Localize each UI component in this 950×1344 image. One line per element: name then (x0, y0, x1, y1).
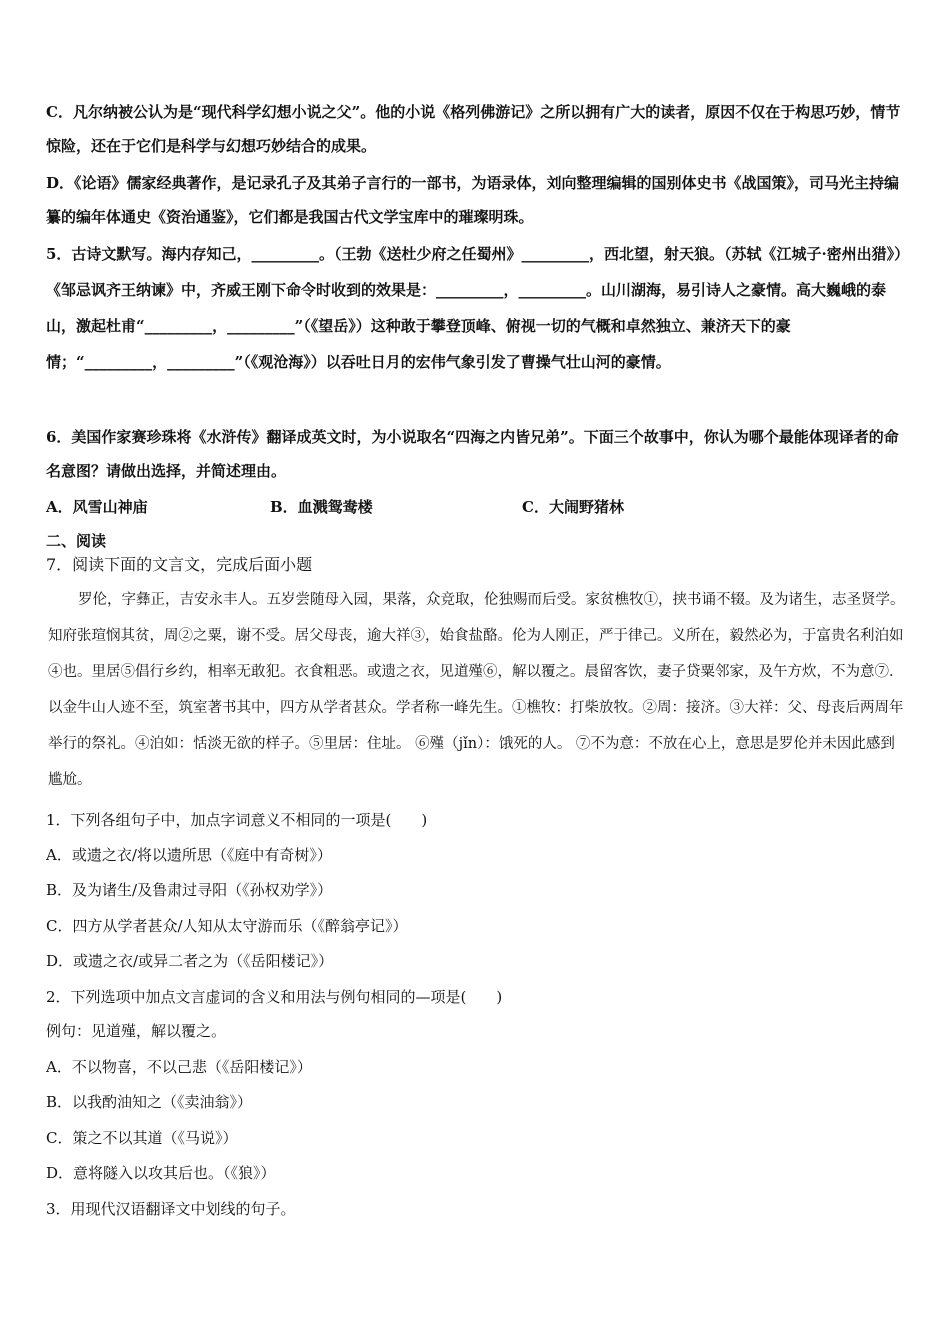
question-7-title: 7．阅读下面的文言文，完成后面小题 (46, 555, 313, 574)
question-6: 6．美国作家赛珍珠将《水浒传》翻译成英文时，为小说取名“四海之内皆兄弟”。下面三个故事中，你认为哪个最能体现译者的命名意图？请做出选择，并简述理由。 (46, 428, 899, 480)
question-5: 5．古诗文默写。海内存知己，_________。（王勃《送杜少府之任蜀州》_________，西北望，射天狼。（苏轼《江城子·密州出猎》）《邹忌讽齐王纳谏》中，齐威王刚下命令时收到的效果是：_________，_________。山川湖海，易引诗人之豪情。高大巍峨的泰山，激起杜甫“_________，_________”（《望岳》）这种敢于攀登顶峰、俯视一切的气概和卓然独立、兼济天下的豪情；“_________，_________”（《观沧海》）以吞吐日月的宏伟气象引发了曹操气壮山河的豪情。 (46, 245, 902, 371)
sub1-option-d: D．或遗之衣/或异二者之为（《岳阳楼记》） (46, 952, 334, 970)
q6-option-c: C．大闹野猪林 (522, 498, 624, 516)
sub2-option-c: C．策之不以其道（《马说》） (46, 1129, 238, 1147)
q6-option-a: A．风雪山神庙 (46, 498, 148, 516)
classical-passage: 罗伦，字彝正，吉安永丰人。五岁尝随母入园，果落，众竞取，伦独赐而后受。家贫樵牧①，挟书诵不辍。及为诸生，志圣贤学。知府张瑄悯其贫，周②之粟，谢不受。居父母丧，逾大祥③，始食盐酪。伦为人刚正，严于律己。义所在，毅然必为，于富贵名利泊如④也。里居⑤倡行乡约，相率无敢犯。衣食粗恶。或遗之衣，见道殣⑥，解以覆之。晨留客饮，妻子贷粟邻家，及午方炊，不为意⑦．以金牛山人迹不至，筑室著书其中，四方从学者甚众。学者称一峰先生。①樵牧：打柴放牧。②周：接济。③大祥：父、母丧后两周年举行的祭礼。④泊如：恬淡无欲的样子。⑤里居：住址。 ⑥殣（jǐn）：饿死的人。 ⑦不为意：不放在心上，意思是罗伦并未因此感到尴尬。 (48, 592, 905, 788)
sub1-option-b: B．及为诸生/及鲁肃过寻阳（《孙权劝学》） (46, 881, 333, 899)
option-c-paragraph: C．凡尔纳被公认为是“现代科学幻想小说之父”。他的小说《格列佛游记》之所以拥有广大的读者，原因不仅在于构思巧妙，情节惊险，还在于它们是科学与幻想巧妙结合的成果。 (46, 103, 901, 155)
sub1-option-c: C．四方从学者甚众/人知从太守游而乐（《醉翁亭记》） (46, 917, 408, 935)
section-heading-reading: 二、阅读 (46, 532, 107, 550)
sub2-option-b: B．以我酌油知之（《卖油翁》） (46, 1093, 253, 1111)
sub2-option-d: D．意将隧入以攻其后也。（《狼》） (46, 1164, 276, 1182)
option-d-paragraph: D．《论语》儒家经典著作，是记录孔子及其弟子言行的一部书，为语录体，刘向整理编辑的国别体史书《战国策》，司马光主持编纂的编年体通史《资治通鉴》，它们都是我国古代文学宝库中的璀璨明珠。 (46, 174, 900, 226)
sub-question-1-stem: 1．下列各组句子中，加点字词意义不相同的一项是( ) (46, 811, 428, 829)
sub-question-2-stem: 2．下列选项中加点文言虚词的含义和用法与例句相同的—项是( ) (46, 988, 503, 1006)
q6-option-b: B．血溅鸳鸯楼 (270, 498, 373, 516)
question-6-options (46, 490, 908, 524)
sub1-option-a: A．或遗之衣/将以遗所思（《庭中有奇树》） (46, 846, 332, 864)
sub2-option-a: A．不以物喜，不以己悲（《岳阳楼记》） (46, 1058, 312, 1076)
sub-question-3-stem: 3．用现代汉语翻译文中划线的句子。 (46, 1200, 296, 1218)
sub2-example: 例句：见道殣，解以覆之。 (46, 1022, 227, 1040)
